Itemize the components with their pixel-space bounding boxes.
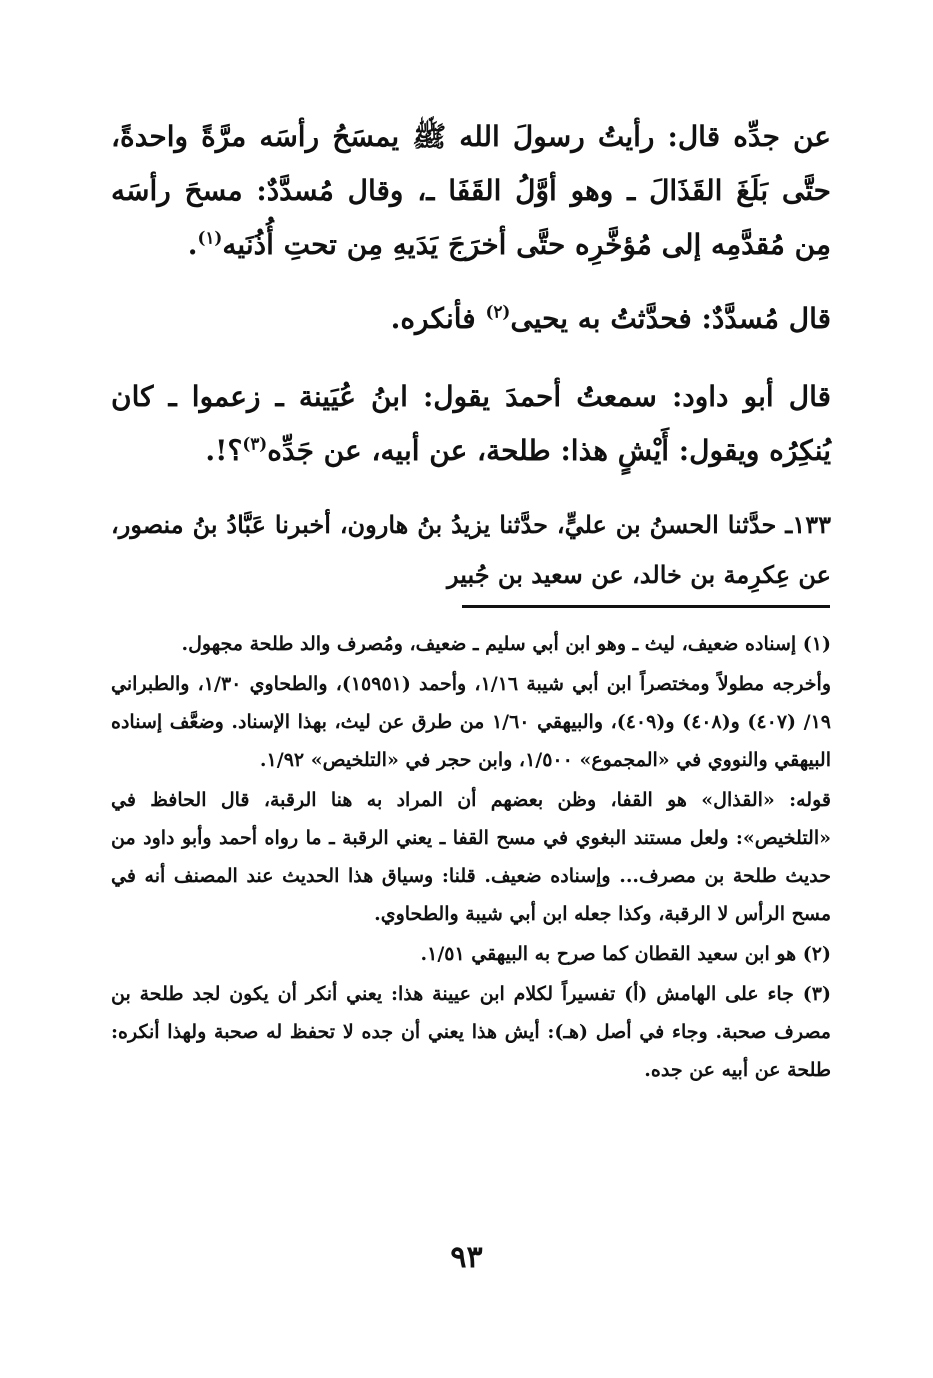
paragraph-1-end: . [187, 228, 198, 261]
footnote-1-sources: وأخرجه مطولاً ومختصراً ابن أبي شيبة ١/١٦، وأحمد (١٥٩٥١)، والطحاوي ١/٣٠، والطبراني ١٩/ (٤٠٧) و(٤٠٨) و(٤٠٩)، والبيهقي ١/٦٠ من طرق عن ليث، بهذا الإسناد. وضعَّف إسناده البيهقي والنووي في «المجموع» ١/٥٠٠، وابن حجر في «التلخيص» ١/٩٢. [111, 673, 831, 771]
paragraph-2-text: قال مُسدَّدٌ: فحدَّثتُ به يحيى [510, 302, 831, 335]
paragraph-2-end: فأنكره. [390, 302, 486, 335]
paragraph-3-text: قال أبو داود: سمعتُ أحمدَ يقول: ابنُ عُيَينة ـ زعموا ـ كان يُنكِرُه ويقول: أَيْشٍ هذا: طلحة، عن أبيه، عن جَدِّه [111, 380, 831, 467]
page-number: ٩٣ [450, 1240, 483, 1275]
footnote-1-commentary: قوله: «القذال» هو القفا، وظن بعضهم أن المراد به هنا الرقبة، قال الحافظ في «التلخيص»: ولعل مستند البغوي في مسح القفا ـ يعني الرقبة ـ ما رواه أحمد وأبو داود من حديث طلحة بن مصرف... وإسناده ضعيف. قلنا: وسياق هذا الحديث عند المصنف أنه في مسح الرأس لا الرقبة، وكذا جعله ابن أبي شيبة والطحاوي. [111, 789, 831, 925]
footnote-ref-2: (٢) [485, 301, 511, 322]
footnote-2: (٢) هو ابن سعيد القطان كما صرح به البيهقي ١/٥١. [420, 943, 831, 965]
hadith-isnad-133: ١٣٣ـ حدَّثنا الحسنُ بن عليٍّ، حدَّثنا يزيدُ بنُ هارون، أخبرنا عَبَّادُ بنُ منصور، عن عِكرِمة بن خالد، عن سعيد بن جُبير [111, 510, 831, 589]
footnote-ref-3: (٣) [242, 433, 268, 454]
paragraph-1-text: عن جدِّه قال: رأيتُ رسولَ الله ﷺ يمسَحُ رأسَه مرَّةً واحدةً، حتَّى بَلَغَ القَذَالَ ـ وهو أوَّلُ القَفَا ـ، وقال مُسدَّدٌ: مسحَ رأسَه مِن مُقدَّمِه إلى مُؤخَّرِه حتَّى أخرَجَ يَدَيهِ مِن تحتِ أُذُنَيه [111, 120, 831, 261]
footnote-separator [462, 605, 830, 608]
footnote-1: (١) إسناده ضعيف، ليث ـ وهو ابن أبي سليم ـ ضعيف، ومُصرف والد طلحة مجهول. [181, 633, 831, 655]
text-paragraph-3 [111, 370, 831, 478]
footnote-ref-1: (١) [197, 227, 223, 248]
text-paragraph-1 [111, 110, 831, 272]
footnotes [111, 625, 831, 1091]
paragraph-3-end: ؟!. [205, 434, 243, 467]
text-paragraph-2 [111, 292, 831, 346]
footnote-3: (٣) جاء على الهامش (أ) تفسيراً لكلام ابن عيينة هذا: يعني أنكر أن يكون لجد طلحة بن مصرف صحبة. وجاء في أصل (هـ): أيش هذا يعني أن جده لا تحفظ له صحبة ولهذا أنكره: طلحة عن أبيه عن جده. [111, 983, 831, 1081]
